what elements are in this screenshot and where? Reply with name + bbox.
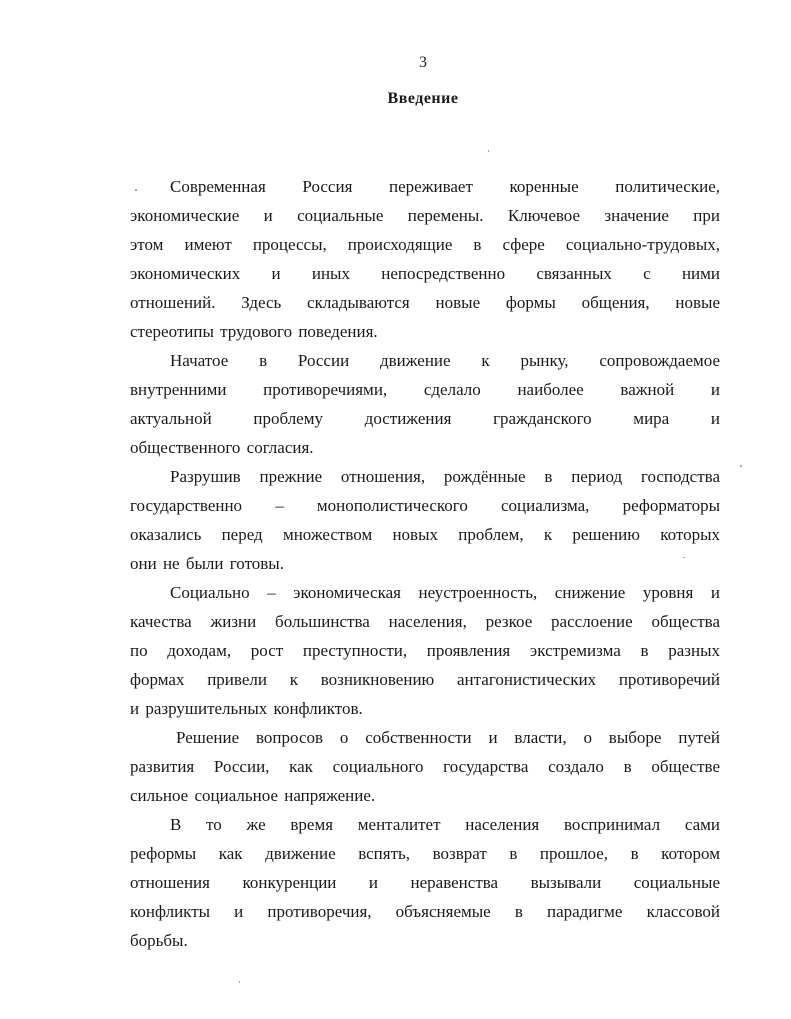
text-line: стереотипы трудового поведения. xyxy=(130,322,378,341)
text-line: Разрушив прежние отношения, рождённые в период господства xyxy=(170,467,720,486)
text-line: отношения конкуренции и неравенства вызывали социальные xyxy=(130,873,720,892)
paragraph xyxy=(130,810,720,955)
text-line: этом имеют процессы, происходящие в сфере социально-трудовых, xyxy=(130,235,720,254)
text-line: актуальной проблему достижения гражданского мира и xyxy=(130,409,720,428)
scan-speck xyxy=(239,981,240,983)
paragraph xyxy=(130,172,720,346)
text-line: В то же время менталитет населения воспринимал сами xyxy=(170,815,720,834)
text-line: экономические и социальные перемены. Ключевое значение при xyxy=(130,206,720,225)
paragraph xyxy=(130,462,720,578)
text-line: развития России, как социального государства создало в обществе xyxy=(130,757,720,776)
page-number: 3 xyxy=(419,54,427,71)
text-line: общественного согласия. xyxy=(130,438,314,457)
text-line: государственно – монополистического социализма, реформаторы xyxy=(130,496,720,515)
scan-speck xyxy=(135,189,137,191)
body-text xyxy=(130,172,720,955)
text-line: они не были готовы. xyxy=(130,554,284,573)
text-line: формах привели к возникновению антагонистических противоречий xyxy=(130,670,720,689)
text-line: Начатое в России движение к рынку, сопровождаемое xyxy=(170,351,720,370)
text-line: сильное социальное напряжение. xyxy=(130,786,376,805)
text-line: внутренними противоречиями, сделало наиболее важной и xyxy=(130,380,720,399)
scan-speck xyxy=(683,557,685,558)
text-line: по доходам, рост преступности, проявления экстремизма в разных xyxy=(130,641,720,660)
paragraph xyxy=(130,346,720,462)
text-line: борьбы. xyxy=(130,931,188,950)
text-line: конфликты и противоречия, объясняемые в парадигме классовой xyxy=(130,902,720,921)
scan-speck xyxy=(488,150,489,152)
scan-speck xyxy=(740,465,742,467)
text-line: Решение вопросов о собственности и власти, о выборе путей xyxy=(176,728,720,747)
text-line: и разрушительных конфликтов. xyxy=(130,699,363,718)
paragraph xyxy=(130,578,720,723)
text-line: Современная Россия переживает коренные политические, xyxy=(170,177,720,196)
paragraph xyxy=(130,723,720,810)
text-line: отношений. Здесь складываются новые формы общения, новые xyxy=(130,293,720,312)
text-line: оказались перед множеством новых проблем, к решению которых xyxy=(130,525,720,544)
text-line: реформы как движение вспять, возврат в прошлое, в котором xyxy=(130,844,720,863)
text-line: экономических и иных непосредственно связанных с ними xyxy=(130,264,720,283)
text-line: Социально – экономическая неустроенность, снижение уровня и xyxy=(170,583,720,602)
section-heading: Введение xyxy=(387,90,459,107)
text-line: качества жизни большинства населения, резкое расслоение общества xyxy=(130,612,720,631)
